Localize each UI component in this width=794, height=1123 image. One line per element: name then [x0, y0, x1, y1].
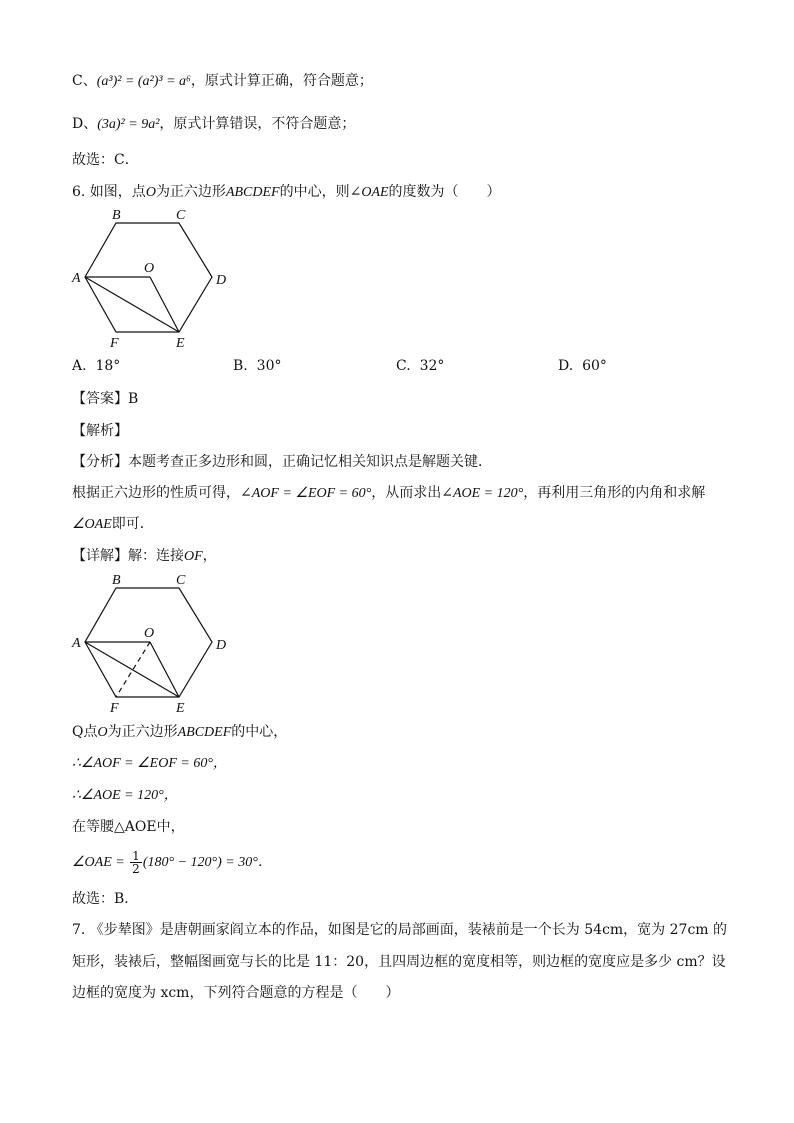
choice-label: C.: [396, 358, 411, 374]
fraction-one-half: [130, 850, 142, 875]
step1-hexagon: ABCDEF: [177, 725, 232, 740]
fenxi3-text: 即可．: [111, 516, 154, 532]
choice-value: 18°: [95, 358, 121, 374]
option-d-expression: (3a)² = 9a²: [97, 117, 160, 132]
label-b: B: [112, 208, 121, 223]
choice-a[interactable]: [72, 358, 120, 374]
step1-text: 点: [83, 724, 98, 740]
choice-c[interactable]: [396, 358, 444, 374]
label-d: D: [216, 273, 227, 288]
answer-line: [72, 389, 138, 409]
choice-b[interactable]: [233, 358, 281, 374]
step-5: [72, 848, 272, 877]
option-d-line: [72, 114, 355, 135]
question-7-line-2: 矩形，装裱后，整幅图画宽与长的比是 11：20，且四周边框的宽度相等，则边框的宽度应是多少 cm？设: [72, 954, 726, 970]
fraction-denominator: 2: [132, 861, 140, 876]
because-symbol: Q: [72, 724, 84, 740]
option-c-line: [72, 71, 373, 92]
fraction-numerator: 1: [132, 848, 140, 863]
q6-text: 为正六边形: [155, 184, 226, 200]
fenxi2-expr-2: AOE = 120°: [452, 486, 524, 501]
fenxi-line: [72, 452, 492, 472]
xiangjie-text: ，: [202, 548, 217, 564]
answer-q5: 故选：C．: [72, 152, 139, 168]
analysis-heading: 【解析】: [72, 423, 128, 439]
xiangjie-tag: 【详解】: [72, 548, 128, 564]
label-a: A: [72, 636, 81, 651]
fenxi2-text: 根据正六边形的性质可得，∠: [72, 485, 252, 501]
q6-point-o: O: [145, 185, 156, 200]
label-e: E: [176, 701, 185, 716]
fenxi2-text: ，从而求出∠: [371, 485, 453, 501]
fenxi-tag: 【分析】: [72, 454, 128, 470]
q6-angle-name: OAE: [361, 185, 389, 200]
option-c-comment: ，原式计算正确，符合题意；: [190, 73, 373, 89]
q6-text: 的中心，则∠: [279, 184, 362, 200]
option-c-expression: (a³)² = (a²)³ = a⁶: [96, 74, 191, 89]
choice-d[interactable]: [558, 358, 607, 374]
step5-rhs: (180° − 120°) = 30°．: [142, 855, 272, 870]
xiangjie-line: [72, 546, 217, 567]
question-7-line-3: 边框的宽度为 xcm，下列符合题意的方程是（ ）: [72, 985, 400, 1001]
label-b: B: [112, 573, 121, 588]
choice-label: D.: [558, 358, 574, 374]
option-c-label: C、: [72, 73, 97, 89]
label-c: C: [176, 573, 186, 588]
fenxi2-text: ，再利用三角形的内角和求解: [523, 485, 706, 501]
option-d-comment: ，原式计算错误，不符合题意；: [159, 116, 356, 132]
fenxi-line-3: [72, 514, 154, 535]
fenxi3-expr: ∠OAE: [72, 517, 112, 532]
choice-label: B.: [233, 358, 248, 374]
step1-point: O: [97, 725, 108, 740]
label-o: O: [144, 261, 155, 276]
label-f: F: [110, 336, 119, 351]
step5-lhs: ∠OAE =: [72, 855, 125, 870]
fenxi-line-2: [72, 483, 705, 504]
label-a: A: [72, 271, 81, 286]
step-3: ∴∠AOE = 120°，: [72, 788, 178, 803]
question-6: [72, 182, 501, 203]
choice-value: 30°: [256, 358, 282, 374]
hexagon-figure-2: [66, 569, 236, 719]
choice-value: 32°: [419, 358, 445, 374]
fenxi-text: 本题考查正多边形和圆，正确记忆相关知识点是解题关键．: [128, 454, 492, 470]
hexagon-figure-1: [66, 204, 236, 354]
label-d: D: [216, 638, 227, 653]
step-4: 在等腰△AOE中，: [72, 819, 185, 835]
step-1: [72, 722, 287, 743]
xiangjie-text: 解：连接: [128, 548, 184, 564]
choice-value: 60°: [582, 358, 607, 374]
step1-text: 的中心，: [231, 724, 288, 740]
answer-tag: 【答案】: [72, 391, 128, 407]
fenxi2-expr-1: AOF = ∠EOF = 60°: [251, 486, 372, 501]
choice-label: A.: [72, 358, 87, 374]
q6-hexagon-name: ABCDEF: [225, 185, 280, 200]
option-d-label: D、: [72, 116, 98, 132]
step1-text: 为正六边形: [107, 724, 178, 740]
q6-text: 6. 如图，点: [72, 184, 146, 200]
answer-q6: 故选：B．: [72, 891, 139, 907]
q6-text: 的度数为（ ）: [388, 184, 501, 200]
step-2: ∴∠AOF = ∠EOF = 60°，: [72, 756, 227, 771]
label-o: O: [144, 626, 155, 641]
label-c: C: [176, 208, 186, 223]
xiangjie-segment: OF: [184, 549, 203, 564]
label-e: E: [176, 336, 185, 351]
question-7-line-1: 7. 《步辇图》是唐朝画家阎立本的作品，如图是它的局部画面，装裱前是一个长为 54cm，宽为 27cm 的: [72, 922, 728, 938]
answer-value: B: [128, 391, 139, 407]
label-f: F: [110, 701, 119, 716]
